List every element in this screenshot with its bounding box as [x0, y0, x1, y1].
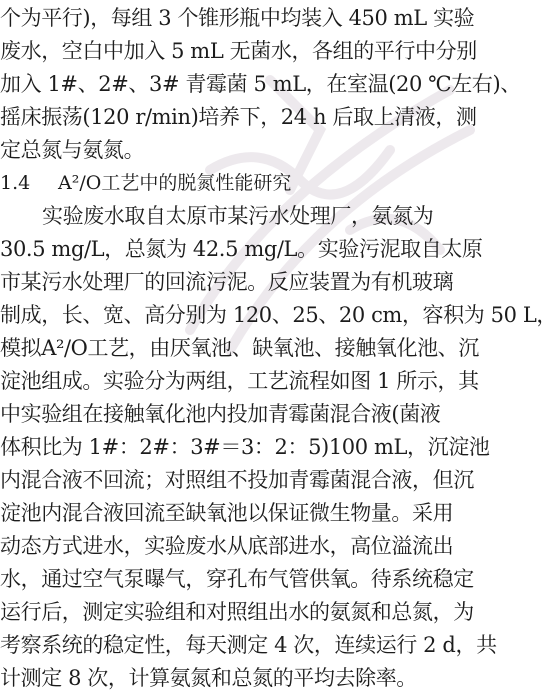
- paragraph-2-line-2: 30.5 mg/L，总氮为 42.5 mg/L。实验污泥取自太原: [0, 237, 483, 261]
- paragraph-1-line-3: 加入 1#、2#、3# 青霉菌 5 mL，在室温(20 ℃左右)、: [0, 72, 521, 96]
- paragraph-2-line-7: 中实验组在接触氧化池内投加青霉菌混合液(菌液: [0, 402, 441, 426]
- paragraph-2-line-10: 淀池内混合液回流至缺氧池以保证微生物量。采用: [0, 501, 454, 525]
- paragraph-2-line-12: 水，通过空气泵曝气，穿孔布气管供氧。待系统稳定: [0, 567, 474, 591]
- section-number: 1.4: [0, 172, 31, 194]
- paragraph-2-line-1: 实验废水取自太原市某污水处理厂，氨氮为: [42, 204, 434, 228]
- paragraph-1-line-1: 个为平行)，每组 3 个锥形瓶中均装入 450 mL 实验: [0, 6, 475, 30]
- paragraph-2-line-8: 体积比为 1#：2#：3#＝3：2：5)100 mL，沉淀池: [0, 435, 490, 459]
- section-heading: [0, 165, 482, 201]
- paragraph-2-line-4: 制成，长、宽、高分别为 120、25、20 cm，容积为 50 L，: [0, 303, 557, 327]
- paragraph-2-line-15: 计测定 8 次，计算氨氮和总氮的平均去除率。: [0, 666, 417, 690]
- section-title: A²/O工艺中的脱氮性能研究: [58, 172, 292, 194]
- paragraph-2-line-5: 模拟A²/O工艺，由厌氧池、缺氧池、接触氧化池、沉: [0, 336, 479, 360]
- paragraph-2-line-14: 考察系统的稳定性，每天测定 4 次，连续运行 2 d，共: [0, 633, 497, 657]
- paragraph-1-line-2: 废水，空白中加入 5 mL 无菌水，各组的平行中分别: [0, 39, 477, 63]
- paragraph-2-line-9: 内混合液不回流；对照组不投加青霉菌混合液，但沉: [0, 468, 474, 492]
- paragraph-2-line-11: 动态方式进水，实验废水从底部进水，高位溢流出: [0, 534, 454, 558]
- paragraph-2-line-3: 市某污水处理厂的回流污泥。反应装置为有机玻璃: [0, 270, 454, 294]
- paragraph-1-line-4: 摇床振荡(120 r/min)培养下，24 h 后取上清液，测: [0, 105, 477, 129]
- paragraph-1-line-5: 定总氮与氨氮。: [0, 138, 145, 162]
- paragraph-2-line-13: 运行后，测定实验组和对照组出水的氨氮和总氮，为: [0, 600, 474, 624]
- paragraph-2-line-6: 淀池组成。实验分为两组，工艺流程如图 1 所示，其: [0, 369, 479, 393]
